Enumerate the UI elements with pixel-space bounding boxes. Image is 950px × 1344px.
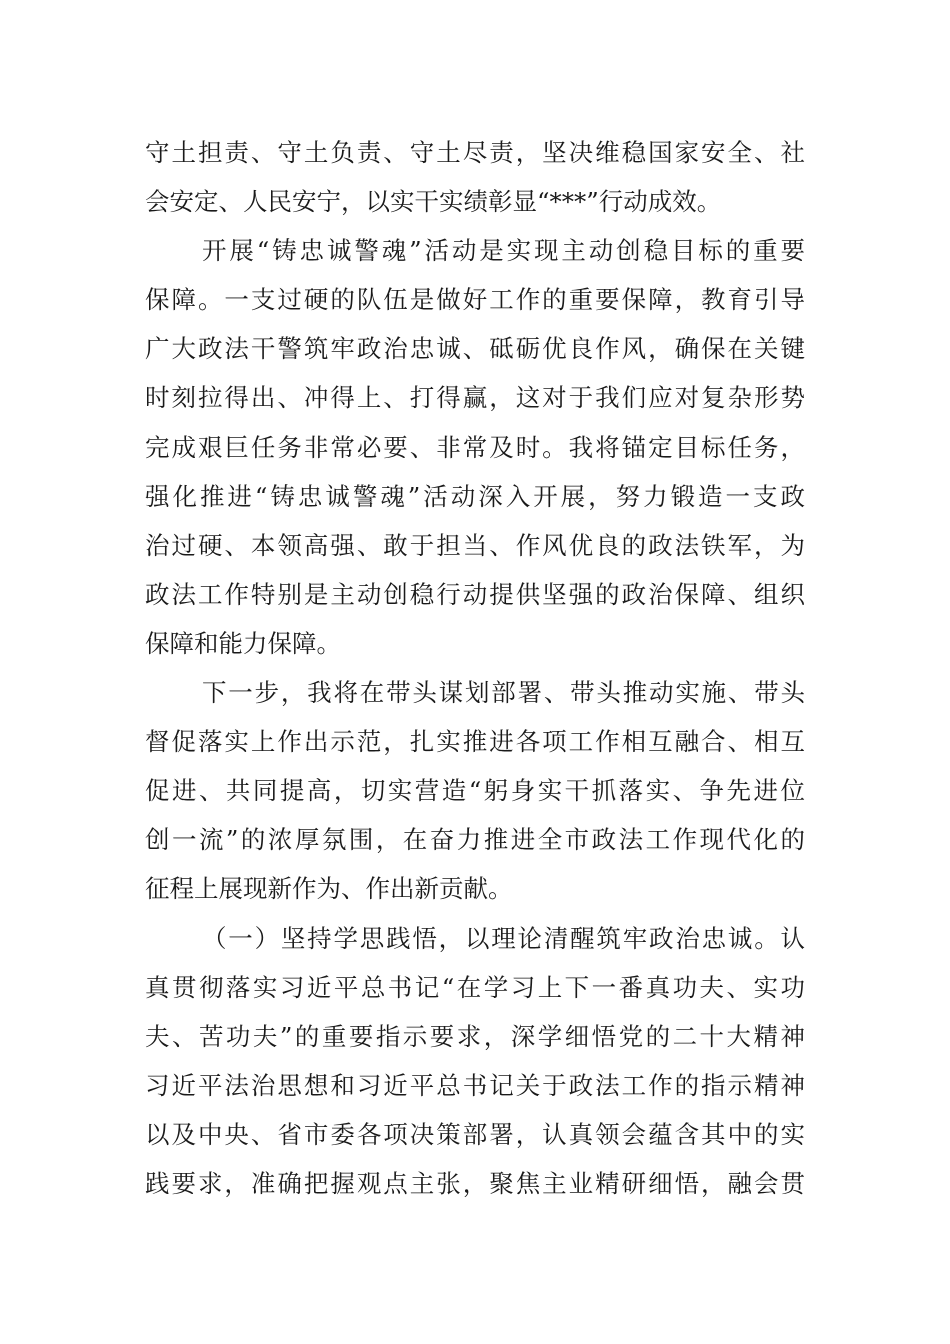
text-line: 促进、共同提高，切实营造“躬身实干抓落实、争先进位 <box>145 776 805 806</box>
text-line: 时刻拉得出、冲得上、打得赢，这对于我们应对复杂形势 <box>145 383 805 413</box>
text-line: 强化推进“铸忠诚警魂”活动深入开展，努力锻造一支政 <box>145 481 805 511</box>
paragraph-first-line: 开展“铸忠诚警魂”活动是实现主动创稳目标的重要 <box>202 236 805 266</box>
text-line: 完成艰巨任务非常必要、非常及时。我将锚定目标任务， <box>145 432 805 462</box>
paragraph-first-line: （一）坚持学思践悟，以理论清醒筑牢政治忠诚。认 <box>202 923 805 953</box>
text-line: 治过硬、本领高强、敢于担当、作风优良的政法铁军，为 <box>145 530 805 560</box>
text-line: 征程上展现新作为、作出新贡献。 <box>145 874 513 904</box>
text-line: 守土担责、守土负责、守土尽责，坚决维稳国家安全、社 <box>145 138 805 167</box>
text-line: 会安定、人民安宁，以实干实绩彰显“***”行动成效。 <box>145 187 722 217</box>
text-line: 真贯彻落实习近平总书记“在学习上下一番真功夫、实功 <box>145 972 805 1002</box>
paragraph-first-line: 下一步，我将在带头谋划部署、带头推动实施、带头 <box>202 678 805 708</box>
text-line: 督促落实上作出示范，扎实推进各项工作相互融合、相互 <box>145 727 805 757</box>
body-text <box>145 128 805 1208</box>
text-line: 政法工作特别是主动创稳行动提供坚强的政治保障、组织 <box>145 579 805 609</box>
text-line: 广大政法干警筑牢政治忠诚、砥砺优良作风，确保在关键 <box>145 334 805 364</box>
text-line: 践要求，准确把握观点主张，聚焦主业精研细悟，融会贯 <box>145 1168 805 1198</box>
text-line: 夫、苦功夫”的重要指示要求，深学细悟党的二十大精神 <box>145 1021 805 1051</box>
text-line: 习近平法治思想和习近平总书记关于政法工作的指示精神 <box>145 1070 805 1100</box>
text-line: 保障和能力保障。 <box>145 628 341 658</box>
text-line: 保障。一支过硬的队伍是做好工作的重要保障，教育引导 <box>145 285 805 315</box>
text-line: 创一流”的浓厚氛围，在奋力推进全市政法工作现代化的 <box>145 825 805 855</box>
text-line: 以及中央、省市委各项决策部署，认真领会蕴含其中的实 <box>145 1119 805 1149</box>
